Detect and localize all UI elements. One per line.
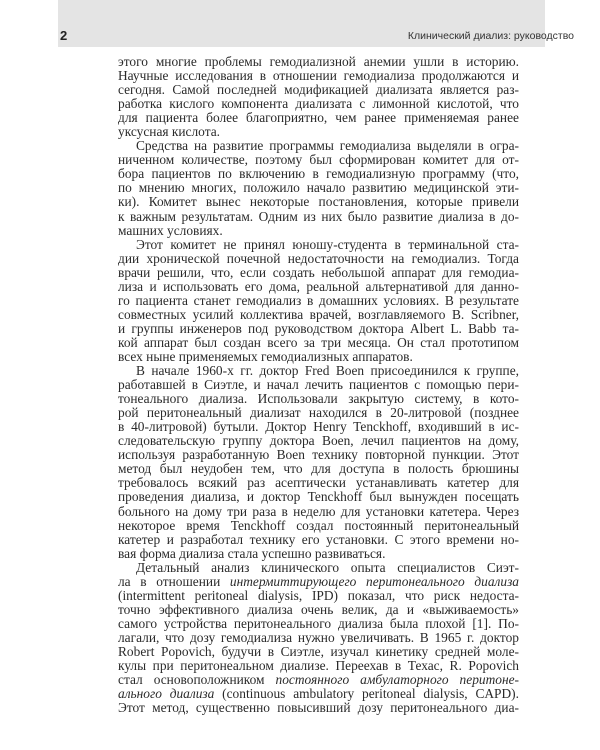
running-title: Клинический диализ: руководство xyxy=(407,30,574,42)
text-line: используя разработанную Boen технику повторной пункции. Этот xyxy=(118,447,519,463)
text-line: для пациента более благоприятно, чем ранее применяемая ранее xyxy=(118,110,519,126)
text-line: требовалось всякий раз асептически устанавливать катетер для xyxy=(118,475,519,491)
text-line: проведения диализа, и доктор Tenckhoff был вынужден посещать xyxy=(118,489,519,505)
text-line: Научные исследования в отношении гемодиализа продолжаются и xyxy=(118,68,519,84)
text-line: в 40-литровой) бутыли. Доктор Henry Tenckhoff, входивший в ис- xyxy=(118,419,519,435)
paragraph xyxy=(118,364,519,561)
text-segment: ла в отношении xyxy=(118,573,230,589)
text-line: самого устройства перитонеального диализа была плохой [1]. По- xyxy=(118,615,519,631)
text-line: работавшей в Сиэтле, и начал лечить пациентов с помощью пери- xyxy=(118,377,519,393)
text-line xyxy=(118,673,519,687)
body-text xyxy=(118,55,519,715)
text-line: Этот комитет не принял юношу-студента в терминальной ста- xyxy=(136,236,519,252)
text-line: к важным результатам. Одним из них было развитие диализа в до- xyxy=(118,208,519,224)
text-line: рой перитонеальный диализат находился в 20-литровой (позднее xyxy=(118,405,519,421)
text-line: некоторое время Tenckhoff создал постоянный перитонеальный xyxy=(118,517,519,533)
text-line: Детальный анализ клинического опыта специалистов Сиэт- xyxy=(136,559,519,575)
text-line: следовательскую группу доктора Boen, лечил пациентов на дому, xyxy=(118,433,519,449)
text-line: кой аппарат был создан всего за три месяца. Он стал прототипом xyxy=(118,334,519,350)
text-line: лагали, что дозу гемодиализа нужно увеличивать. В 1965 г. доктор xyxy=(118,629,519,645)
text-line: вая форма диализа стала успешно развиваться. xyxy=(118,545,386,561)
text-line: этого многие проблемы гемодиализной анемии ушли в историю. xyxy=(118,54,519,69)
text-line: по мнению многих, положило начало развитию медицинской эти- xyxy=(118,180,519,196)
text-line: метод был неудобен тем, что для доступа в полость брюшины xyxy=(118,461,519,477)
text-line: Средства на развитие программы гемодиализа выделяли в огра- xyxy=(136,138,519,154)
text-line: кулы при перитонеальном диализе. Переехав в Техас, R. Popovich xyxy=(118,658,519,674)
text-line: Robert Popovich, будучи в Сиэтле, изучал кинетику средней моле- xyxy=(118,643,519,659)
text-line: врачи решили, что, если создать небольшой аппарат для гемодиа- xyxy=(118,264,519,280)
text-line: точно эффективного диализа очень велик, да и «выживаемость» xyxy=(118,601,519,617)
text-line: больного на дому три раза в неделю для установки катетера. Через xyxy=(118,503,519,519)
text-line: и группы инженеров под руководством доктора Albert L. Babb та- xyxy=(118,320,519,336)
text-line: го пациента станет гемодиализ в домашних условиях. В результате xyxy=(118,292,519,308)
italic-term: ального диализа xyxy=(118,686,215,702)
text-line: работка кислого компонента диализата с лимонной кислотой, что xyxy=(118,96,519,112)
text-line: бора пациентов по включению в гемодиализную программу (что, xyxy=(118,166,519,182)
italic-term: постоянного амбулаторного перитоне- xyxy=(275,672,519,688)
text-segment: стал основоположником xyxy=(118,672,276,688)
text-line: машних условиях. xyxy=(118,222,223,238)
text-line: ки). Комитет вынес некоторые постановления, которые привели xyxy=(118,194,519,210)
text-line: ниченном количестве, поэтому был сформирован комитет для от- xyxy=(118,152,519,168)
paragraph xyxy=(118,55,519,139)
text-line: всех ныне применяемых гемодиализных аппаратов. xyxy=(118,348,413,364)
text-line: дии хронической почечной недостаточности на гемодиализ. Тогда xyxy=(118,250,519,266)
text-line xyxy=(118,575,519,589)
text-segment: (continuous ambulatory peritoneal dialysis, CAPD). xyxy=(214,686,519,702)
paragraph xyxy=(118,561,519,716)
text-line xyxy=(118,687,519,701)
paragraph xyxy=(118,139,519,237)
italic-term: интермиттирующего перитонеального диализа xyxy=(229,573,519,589)
text-line: совместных усилий коллектива врачей, возглавляемого B. Scribner, xyxy=(118,306,519,322)
text-line: катетер и разработал технику его установки. С этого времени но- xyxy=(118,531,519,547)
text-line: тонеального диализа. Использовали закрытую систему, в кото- xyxy=(118,391,519,407)
text-line: Этот метод, существенно повысивший дозу перитонеального диа- xyxy=(118,700,519,716)
paragraph xyxy=(118,238,519,364)
text-line: сегодня. Самой последней модификацией диализата является раз- xyxy=(118,82,519,98)
text-line: лиза и использовать его дома, реальной альтернативой для данно- xyxy=(118,278,519,294)
text-line: В начале 1960-х гг. доктор Fred Boen присоединился к группе, xyxy=(136,363,519,379)
text-line: уксусная кислота. xyxy=(118,124,221,140)
text-line: (intermittent peritoneal dialysis, IPD) показал, что риск недоста- xyxy=(118,587,519,603)
page-number: 2 xyxy=(60,28,68,43)
